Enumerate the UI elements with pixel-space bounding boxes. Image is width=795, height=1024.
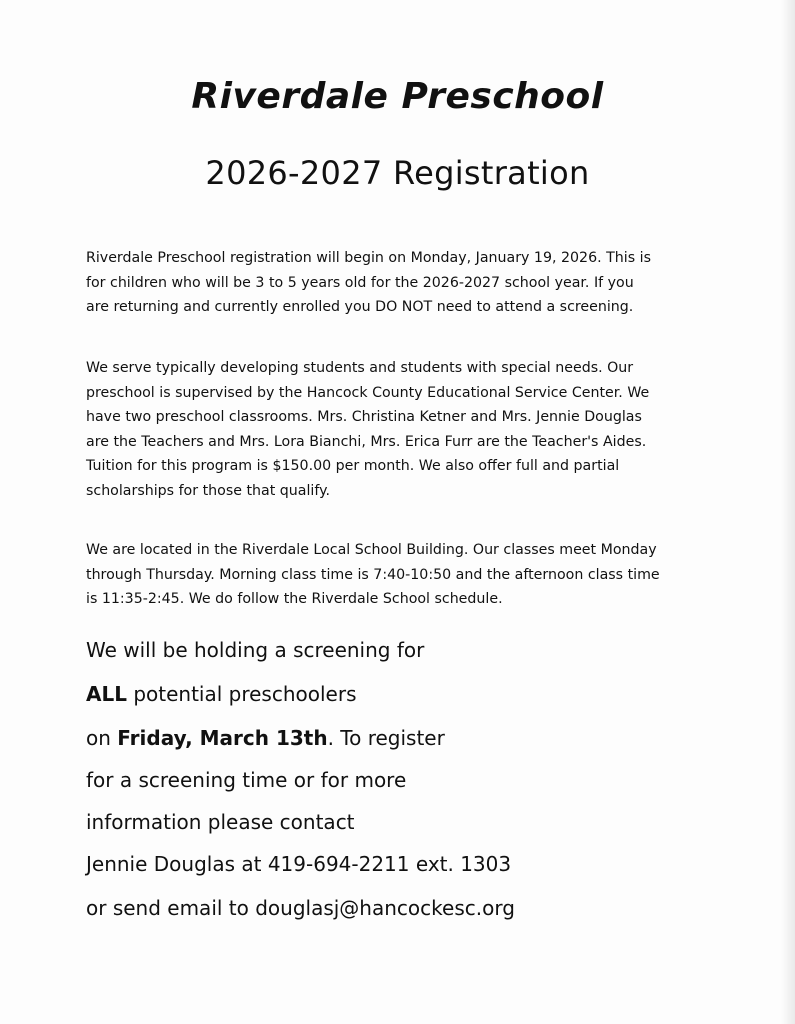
- contact-phone: Jennie Douglas at 419-694-2211 ext. 1303: [86, 852, 512, 876]
- program-paragraph: [86, 356, 726, 503]
- screening-line: [86, 682, 357, 706]
- paragraph-line: is 11:35-2:45. We do follow the Riverdale School schedule.: [86, 591, 503, 607]
- paragraph-line: Riverdale Preschool registration will begin on Monday, January 19, 2026. This is: [86, 250, 651, 266]
- paragraph-line: are returning and currently enrolled you DO NOT need to attend a screening.: [86, 299, 634, 315]
- contact-email: or send email to douglasj@hancockesc.org: [86, 896, 515, 920]
- location-paragraph: [86, 538, 726, 612]
- all-emphasis: ALL: [86, 682, 127, 706]
- paragraph-line: have two preschool classrooms. Mrs. Christina Ketner and Mrs. Jennie Douglas: [86, 409, 642, 425]
- screening-line: for a screening time or for more: [86, 768, 407, 792]
- screening-date: Friday, March 13th: [117, 726, 328, 750]
- paragraph-line: We serve typically developing students and students with special needs. Our: [86, 360, 634, 376]
- screening-text: potential preschoolers: [126, 682, 357, 706]
- paragraph-line: for children who will be 3 to 5 years old for the 2026-2027 school year. If you: [86, 274, 634, 291]
- registration-paragraph: [86, 246, 726, 320]
- paragraph-line: preschool is supervised by the Hancock County Educational Service Center. We: [86, 384, 650, 401]
- page-subtitle: 2026-2027 Registration: [205, 154, 590, 192]
- paragraph-line: are the Teachers and Mrs. Lora Bianchi, Mrs. Erica Furr are the Teacher's Aides.: [86, 433, 647, 450]
- screening-line: information please contact: [86, 810, 355, 834]
- paragraph-line: We are located in the Riverdale Local School Building. Our classes meet Monday: [86, 542, 657, 558]
- screening-text: on: [86, 726, 118, 750]
- paragraph-line: Tuition for this program is $150.00 per month. We also offer full and partial: [86, 458, 620, 474]
- screening-date-line: [86, 726, 445, 750]
- paragraph-line: through Thursday. Morning class time is 7:40-10:50 and the afternoon class time: [86, 566, 660, 583]
- page-title: Riverdale Preschool: [191, 76, 604, 117]
- paragraph-line: scholarships for those that qualify.: [86, 482, 330, 499]
- screening-line: We will be holding a screening for: [86, 638, 425, 662]
- screening-text: . To register: [327, 726, 445, 750]
